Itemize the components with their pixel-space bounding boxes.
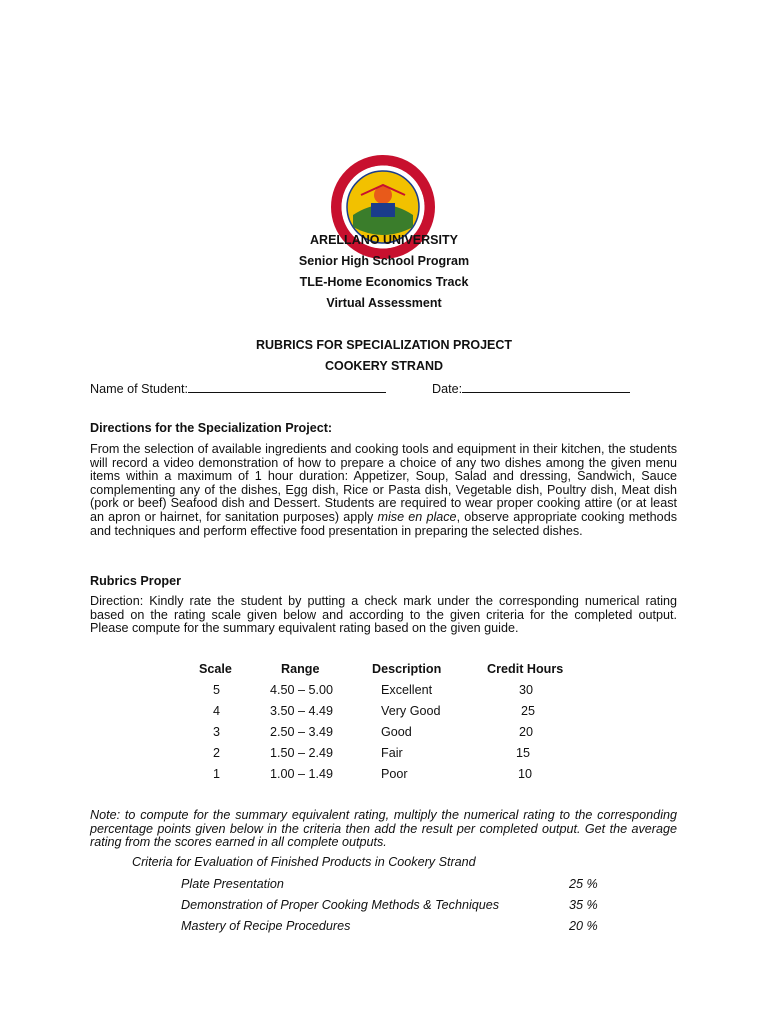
criteria-item-label: Demonstration of Proper Cooking Methods & Techniques xyxy=(181,898,500,912)
directions-text: From the selection of available ingredients and cooking tools and equipment in their kitchen, the students will record a video demonstration of how to prepare a choice of any two dishes among the given menu items within a maximum of 1 hour duration: Appetizer, Soup, Salad and dressing, Sandwich, Sauce complementing any of the dishes, Egg dish, Rice or Pasta dish, Vegetable dish, Poultry dish, Meat dish (pork or beef) Seafood dish and Dessert. Students are required to wear proper cooking attire (or at least an apron or hairnet, for sanitation purposes) apply xyxy=(90,442,677,524)
date-blank xyxy=(462,380,630,393)
document-subtitle: COOKERY STRAND xyxy=(324,359,444,373)
assessment-type: Virtual Assessment xyxy=(326,296,442,310)
student-name-field xyxy=(90,380,386,396)
university-name: ARELLANO UNIVERSITY xyxy=(310,233,458,247)
table-header-credit-hours: Credit Hours xyxy=(487,662,564,676)
table-cell: 25 xyxy=(521,704,536,718)
table-cell: 2 xyxy=(213,746,221,760)
table-cell: 3.50 – 4.49 xyxy=(270,704,334,718)
table-cell: 4 xyxy=(213,704,221,718)
table-cell: 15 xyxy=(516,746,531,760)
track-name: TLE-Home Economics Track xyxy=(299,275,469,289)
directions-paragraph xyxy=(90,443,677,538)
table-cell: 3 xyxy=(213,725,221,739)
table-cell: 20 xyxy=(519,725,534,739)
table-header-description: Description xyxy=(372,662,442,676)
rubrics-heading: Rubrics Proper xyxy=(90,574,181,588)
table-cell: 30 xyxy=(519,683,534,697)
student-name-label: Name of Student: xyxy=(90,382,189,396)
program-name: Senior High School Program xyxy=(298,254,470,268)
table-cell: Fair xyxy=(381,746,403,760)
directions-text-end: , observe appropriate cooking methods and techniques and perform effective food presentation in preparing the selected dishes. xyxy=(90,509,677,538)
table-cell: 4.50 – 5.00 xyxy=(270,683,334,697)
date-field xyxy=(432,380,630,396)
table-cell: 5 xyxy=(213,683,221,697)
criteria-item-percent: 25 % xyxy=(569,877,598,891)
table-cell: 1.50 – 2.49 xyxy=(270,746,334,760)
directions-heading: Directions for the Specialization Project: xyxy=(90,421,333,435)
table-cell: 1 xyxy=(213,767,221,781)
criteria-item-percent: 20 % xyxy=(569,919,598,933)
table-header-scale: Scale xyxy=(199,662,232,676)
table-cell: Poor xyxy=(381,767,408,781)
computation-note: Note: to compute for the summary equivalent rating, multiply the numerical rating to the corresponding percentage points given below in the criteria then add the result per completed output. Get the average rating from the scores earned in all complete outputs. xyxy=(90,808,677,850)
table-cell: 1.00 – 1.49 xyxy=(270,767,334,781)
rubrics-direction: Direction: Kindly rate the student by putting a check mark under the corresponding numerical rating based on the rating scale given below and according to the given criteria for the completed output. Please compute for the summary equivalent rating based on the given guide. xyxy=(90,594,677,636)
date-label: Date: xyxy=(432,382,463,396)
table-cell: Very Good xyxy=(381,704,441,718)
table-cell: 10 xyxy=(518,767,533,781)
table-cell: Excellent xyxy=(381,683,433,697)
student-name-blank xyxy=(188,380,386,393)
document-title: RUBRICS FOR SPECIALIZATION PROJECT xyxy=(255,338,513,352)
criteria-item-label: Mastery of Recipe Procedures xyxy=(181,919,351,933)
table-cell: 2.50 – 3.49 xyxy=(270,725,334,739)
criteria-item-percent: 35 % xyxy=(569,898,598,912)
table-cell: Good xyxy=(381,725,412,739)
criteria-item-label: Plate Presentation xyxy=(181,877,284,891)
directions-italic-term: mise en place xyxy=(377,509,457,524)
table-header-range: Range xyxy=(281,662,320,676)
criteria-heading: Criteria for Evaluation of Finished Products in Cookery Strand xyxy=(132,855,476,869)
